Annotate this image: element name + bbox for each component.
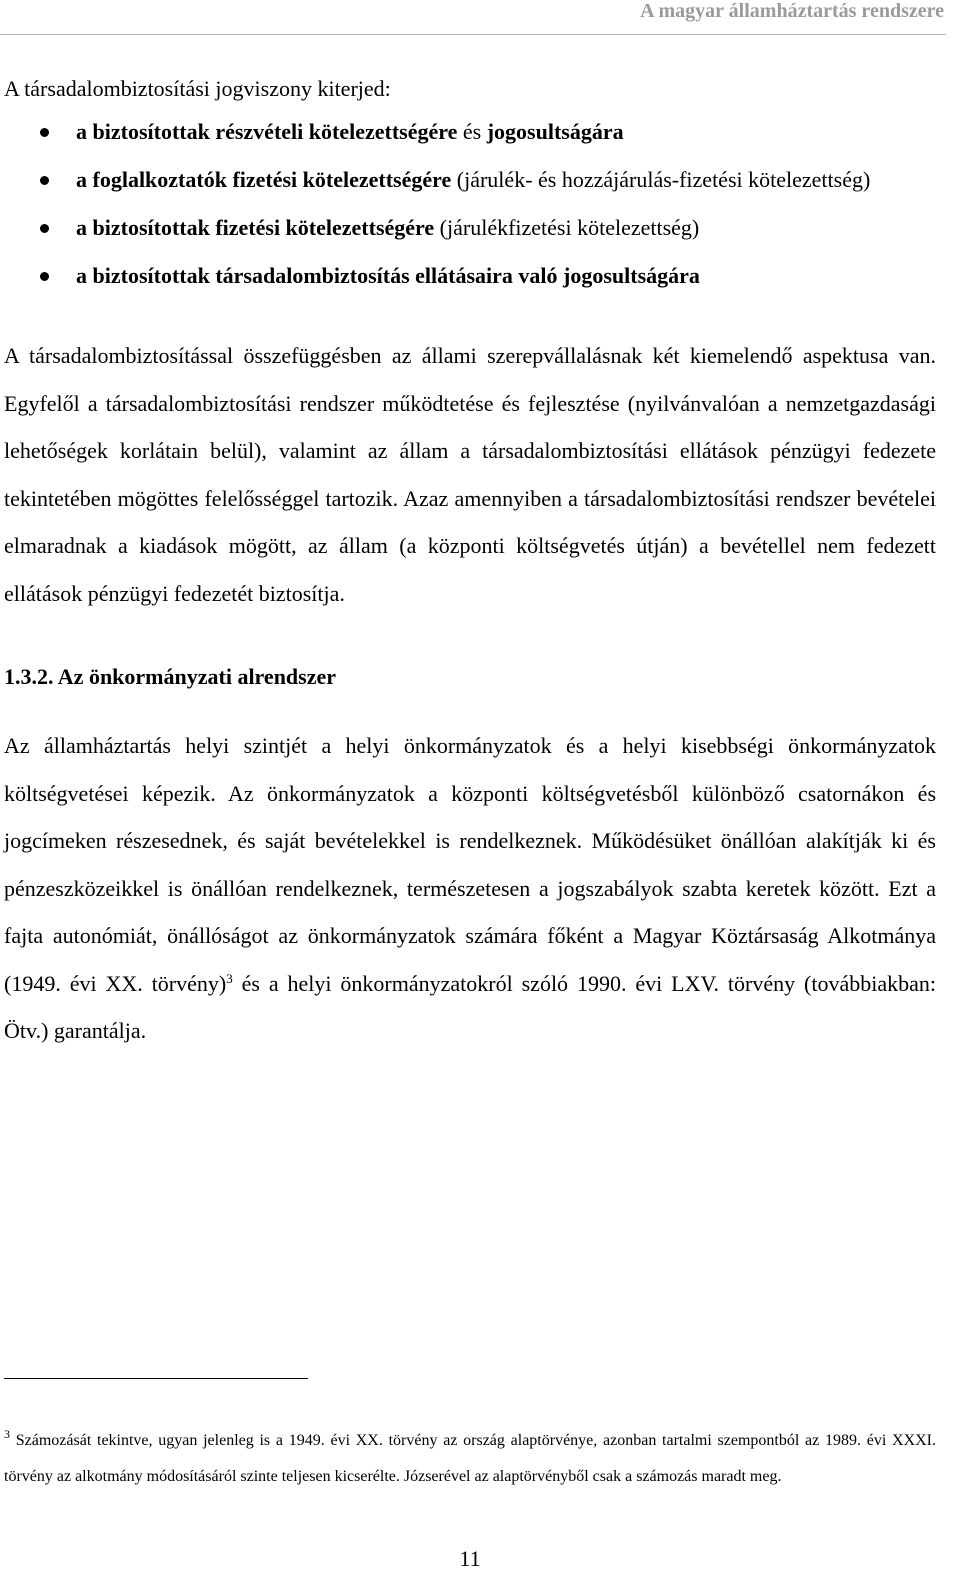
body-paragraph: A társadalombiztosítással összefüggésben az állami szerepvállalásnak két kiemelendő aspektusa van. Egyfelől a társadalombiztosítási rendszer működtetése és fejlesztése (nyilvánvalóan a nemzetgazdasági lehetőségek korlátain belül), valamint az állam a társadalombiztosítási ellátások pénzügyi fedezete tekintetében mögöttes felelősséggel tartozik. Azaz amennyiben a társadalombiztosítási rendszer bevételei elmaradnak a kiadások mögött, az állam (a központi költségvetés útján) a bevétellel nem fedezett ellátások pénzügyi fedezetét biztosítja. — [4, 343, 936, 606]
bullet-icon — [40, 176, 49, 185]
bullet-bold-text: a biztosítottak részvételi kötelezettségére — [76, 119, 458, 144]
paragraph-text: Az államháztartás helyi szintjét a helyi önkormányzatok és a helyi kisebbségi önkormányzatok költségvetései képezik. Az önkormányzatok a központi költségvetésből különböző csatornákon és jogcímeken részesednek, és saját bevételekkel is rendelkeznek. Működésüket önállóan alakítják ki és pénzeszközeikkel is önállóan rendelkeznek, természetesen a jogszabályok szabta keretek között. Ezt a fajta autonómiát, önállóságot az önkormányzatok számára főként a Magyar Köztársaság Alkotmánya (1949. évi XX. törvény) — [4, 733, 936, 996]
bullet-bold-text: a biztosítottak fizetési kötelezettségére — [76, 215, 435, 240]
bullet-bold-text: jogosultságára — [486, 119, 624, 144]
bullet-list — [4, 108, 936, 300]
footnote-text: Számozását tekintve, ugyan jelenleg is a 1949. évi XX. törvény az ország alaptörvénye, azonban tartalmi szempontból az 1989. évi XXXI. törvény az alkotmány módosításáról szinte teljesen kicserélte. Józserével az alaptörvényből csak a számozás maradt meg. — [4, 1432, 936, 1485]
body-paragraph — [4, 722, 936, 1055]
bullet-icon — [40, 272, 49, 281]
paragraph-text: és a helyi önkormányzatokról szóló 1990. évi LXV. törvény (továbbiakban: Ötv.) garantálja. — [4, 970, 937, 1043]
page-number: 11 — [459, 1546, 481, 1571]
section-heading — [4, 653, 936, 700]
bullet-icon — [40, 224, 49, 233]
bullet-bold-text: a foglalkoztatók fizetési kötelezettségére — [76, 167, 452, 192]
bullet-plain-text: és — [457, 119, 487, 144]
footnote-marker: 3 — [4, 1427, 10, 1441]
section-title: Az önkormányzati alrendszer — [57, 664, 337, 689]
footnote-divider — [4, 1378, 308, 1379]
bullet-plain-text: (járulékfizetési kötelezettség) — [434, 215, 700, 240]
list-item — [4, 108, 936, 156]
list-item — [4, 252, 936, 300]
footnote-reference[interactable]: 3 — [226, 970, 233, 986]
running-header: A magyar államháztartás rendszere — [640, 0, 944, 22]
footnote — [4, 1423, 936, 1495]
intro-text: A társadalombiztosítási jogviszony kiterjed: — [4, 76, 391, 101]
page-body — [4, 70, 936, 1055]
section-number: 1.3.2. — [4, 664, 54, 689]
bullet-plain-text: (járulék- és hozzájárulás-fizetési kötelezettség) — [451, 167, 871, 192]
list-item — [4, 156, 936, 204]
list-item — [4, 204, 936, 252]
bullet-icon — [40, 128, 49, 137]
bullet-bold-text: a biztosítottak társadalombiztosítás ellátásaira való jogosultságára — [76, 263, 700, 288]
header-divider — [0, 34, 946, 35]
